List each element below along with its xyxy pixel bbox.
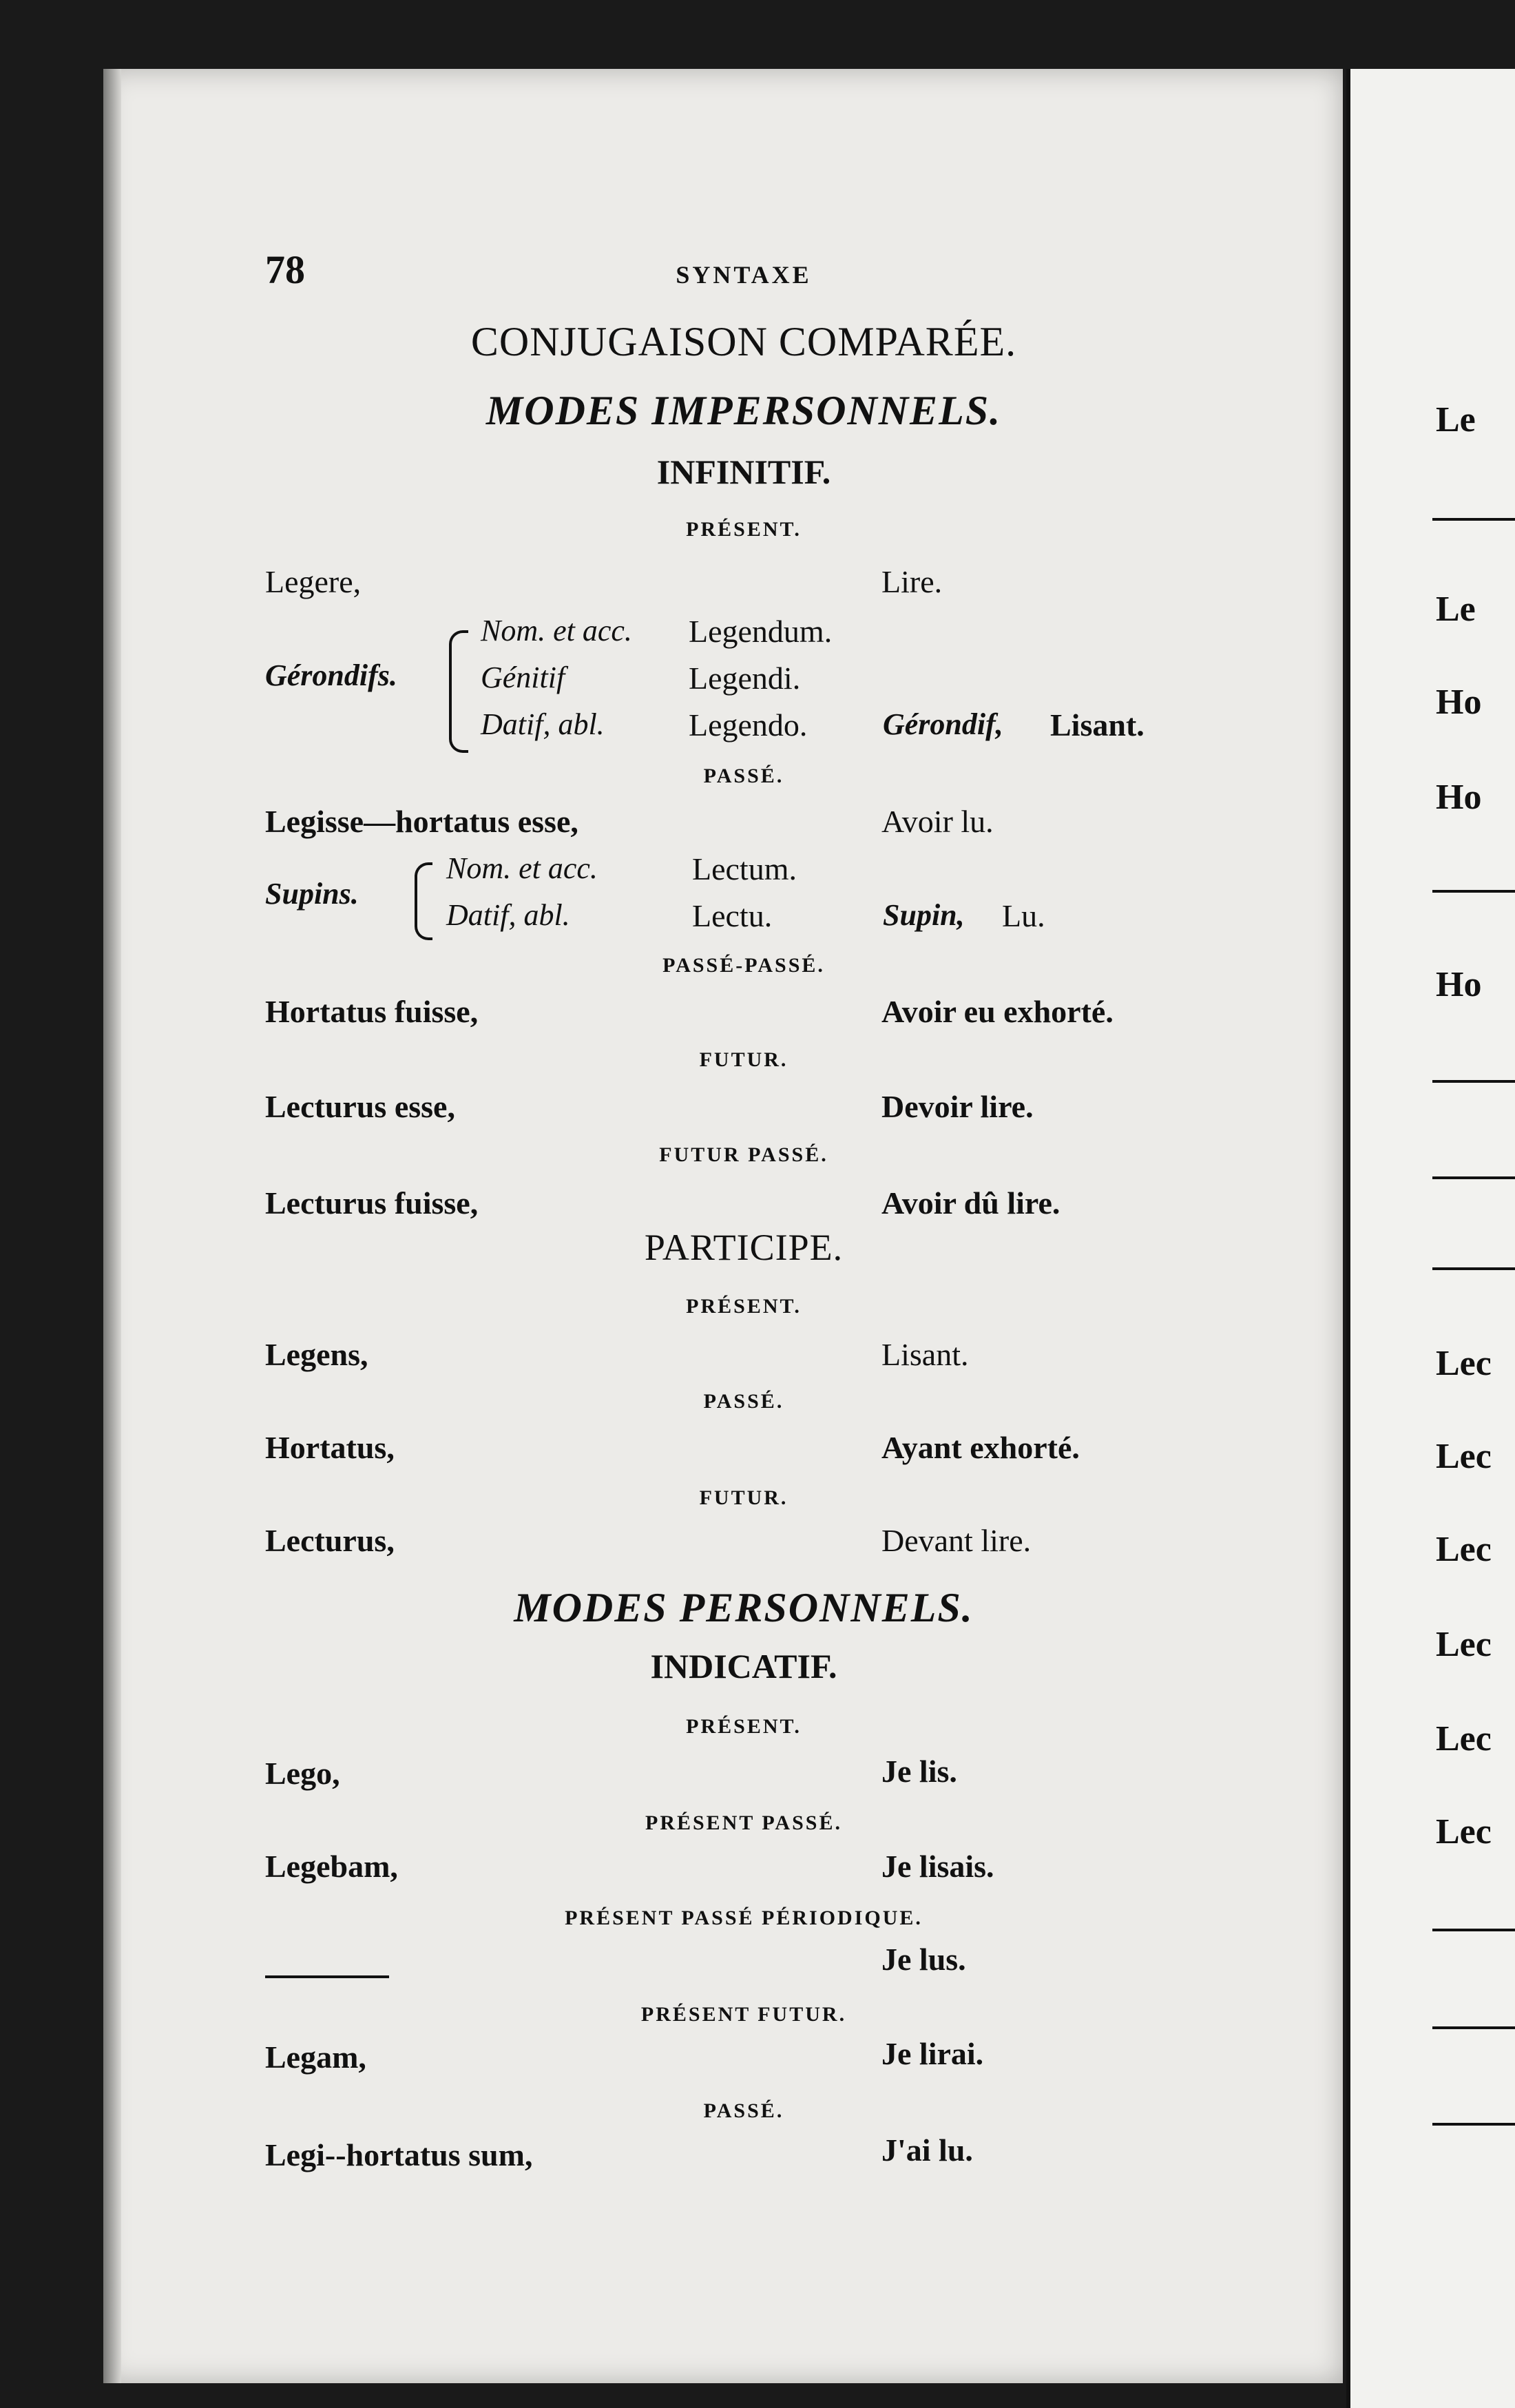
gerund-case: Génitif: [481, 661, 565, 694]
facing-page-dash: [1432, 1080, 1515, 1083]
section-heading-impersonal: MODES IMPERSONNELS.: [485, 388, 1002, 433]
tense-label: PRÉSENT PASSÉ.: [645, 1812, 842, 1834]
facing-page-dash: [1432, 1267, 1515, 1270]
latin-form: Hortatus,: [265, 1430, 395, 1465]
french-form: Je lis.: [881, 1754, 957, 1789]
latin-form: Legam,: [265, 2039, 366, 2075]
tense-label: PASSÉ-PASSÉ.: [662, 954, 825, 977]
facing-page-dash: [1432, 1929, 1515, 1931]
indicatif-heading: INDICATIF.: [650, 1647, 837, 1685]
tense-label: PRÉSENT.: [686, 1295, 802, 1318]
gerunds-label: Gérondifs.: [265, 658, 397, 692]
latin-form: Legere,: [265, 564, 362, 599]
facing-page-dash: [1432, 518, 1515, 521]
facing-page-fragment: Lec: [1436, 1530, 1492, 1569]
french-form: Lisant.: [881, 1337, 969, 1372]
tense-label: PASSÉ.: [703, 765, 784, 787]
facing-page-fragment: Lec: [1436, 1344, 1492, 1383]
gerund-fr-form: Lisant.: [1050, 707, 1145, 743]
french-form: Avoir dû lire.: [881, 1185, 1060, 1221]
supin-fr-form: Lu.: [1002, 898, 1045, 933]
latin-form: Legebam,: [265, 1849, 398, 1884]
latin-form: Lecturus esse,: [265, 1089, 455, 1124]
latin-form: Lego,: [265, 1756, 340, 1791]
brace-icon: [415, 862, 432, 940]
page-gutter-shadow: [103, 69, 121, 2383]
latin-form: Lecturus fuisse,: [265, 1185, 479, 1221]
facing-page-fragment: Lec: [1436, 1625, 1492, 1664]
infinitif-heading: INFINITIF.: [656, 453, 831, 491]
facing-page-fragment: Ho: [1436, 683, 1482, 722]
tense-label: PRÉSENT FUTUR.: [640, 2003, 847, 2026]
french-form: Je lus.: [881, 1942, 966, 1977]
facing-page: [1346, 69, 1515, 2408]
gerund-fr-label: Gérondif,: [883, 707, 1003, 741]
tense-label: PRÉSENT.: [686, 1715, 802, 1738]
blank-line: [265, 1975, 389, 1978]
facing-page-fragment: Ho: [1436, 778, 1482, 817]
section-heading-personal: MODES PERSONNELS.: [514, 1585, 974, 1630]
facing-page-dash: [1432, 890, 1515, 893]
french-form: J'ai lu.: [881, 2132, 973, 2168]
tense-label: FUTUR.: [699, 1486, 788, 1509]
facing-page-fragment: Le: [1436, 590, 1476, 629]
gerund-case: Datif, abl.: [481, 707, 605, 741]
french-form: Avoir lu.: [881, 804, 994, 839]
supin-case: Datif, abl.: [446, 898, 570, 932]
facing-page-dash: [1432, 1176, 1515, 1179]
latin-form: Legisse—hortatus esse,: [265, 804, 578, 839]
french-form: Devant lire.: [881, 1523, 1032, 1558]
french-form: Je lirai.: [881, 2036, 984, 2071]
supins-label: Supins.: [265, 877, 359, 911]
participe-heading: PARTICIPE.: [644, 1227, 844, 1268]
facing-page-fragment: Lec: [1436, 1812, 1492, 1851]
gerund-form: Legendum.: [689, 614, 833, 649]
supin-fr-label: Supin,: [883, 898, 965, 932]
tense-label: PRÉSENT PASSÉ PÉRIODIQUE.: [565, 1907, 923, 1929]
gerund-form: Legendo.: [689, 707, 808, 743]
gerund-case: Nom. et acc.: [481, 614, 632, 647]
running-title: SYNTAXE: [676, 261, 812, 289]
brace-icon: [449, 630, 468, 753]
latin-form: Lecturus,: [265, 1523, 395, 1558]
french-form: Ayant exhorté.: [881, 1430, 1080, 1465]
french-form: Avoir eu exhorté.: [881, 994, 1114, 1029]
gerund-form: Legendi.: [689, 661, 801, 696]
facing-page-fragment: Lec: [1436, 1437, 1492, 1476]
tense-label: FUTUR.: [699, 1048, 788, 1071]
facing-page-fragment: Lec: [1436, 1719, 1492, 1758]
facing-page-fragment: Le: [1436, 400, 1476, 439]
tense-label: PASSÉ.: [703, 2099, 784, 2122]
tense-label: PASSÉ.: [703, 1390, 784, 1413]
latin-form: Hortatus fuisse,: [265, 994, 479, 1029]
page-number: 78: [265, 247, 305, 292]
latin-form: Legi--hortatus sum,: [265, 2137, 533, 2172]
supin-form: Lectum.: [692, 851, 797, 886]
french-form: Lire.: [881, 564, 943, 599]
facing-page-fragment: Ho: [1436, 965, 1482, 1004]
facing-page-dash: [1432, 2026, 1515, 2029]
page-title: CONJUGAISON COMPARÉE.: [470, 319, 1017, 364]
tense-label: PRÉSENT.: [686, 518, 802, 541]
tense-label: FUTUR PASSÉ.: [659, 1143, 828, 1166]
facing-page-dash: [1432, 2123, 1515, 2126]
supin-form: Lectu.: [692, 898, 773, 933]
latin-form: Legens,: [265, 1337, 368, 1372]
supin-case: Nom. et acc.: [446, 851, 598, 885]
french-form: Devoir lire.: [881, 1089, 1034, 1124]
french-form: Je lisais.: [881, 1849, 994, 1884]
